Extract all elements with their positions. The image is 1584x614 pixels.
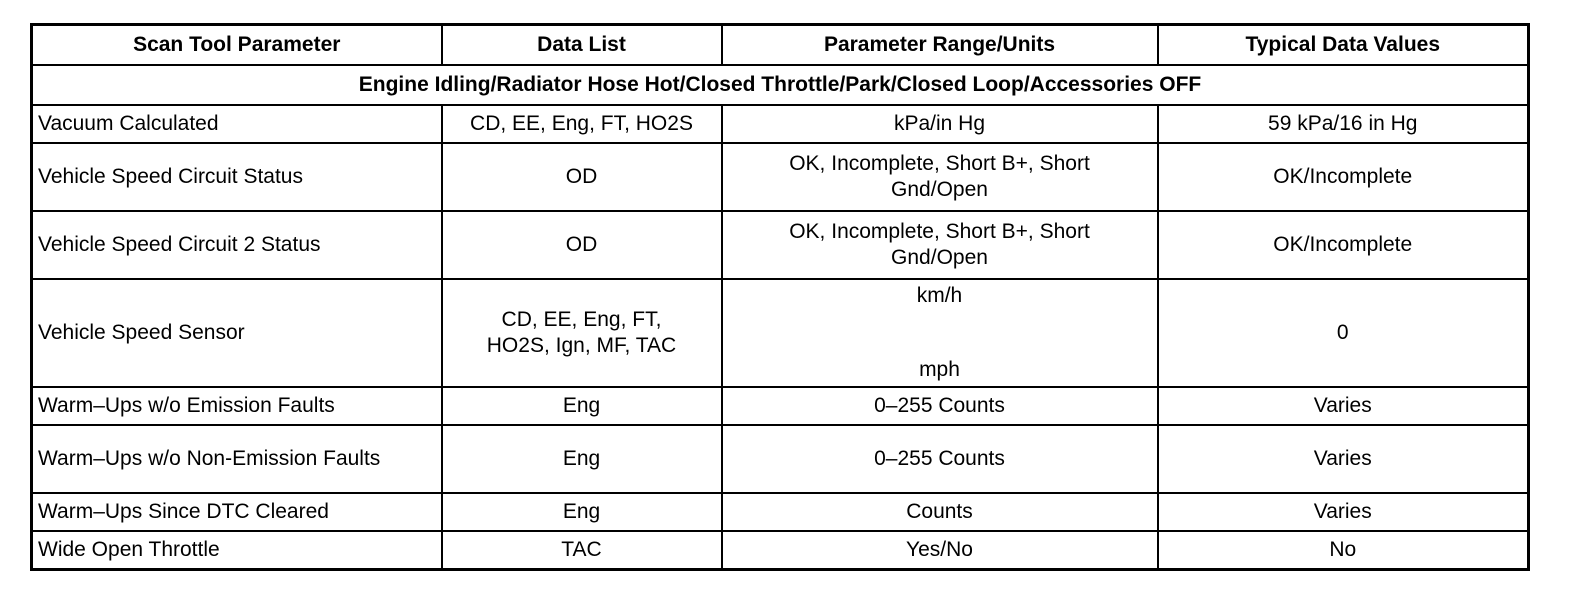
units-cell: kPa/in Hg <box>722 105 1158 143</box>
table-row <box>32 425 1529 493</box>
units-cell: Yes/No <box>722 531 1158 569</box>
typical-value-cell: Varies <box>1158 493 1529 531</box>
parameter-cell: Vacuum Calculated <box>32 105 442 143</box>
typical-value-cell: OK/Incomplete <box>1158 143 1529 211</box>
header-parameter-range-units: Parameter Range/Units <box>722 25 1158 66</box>
header-typical-data-values: Typical Data Values <box>1158 25 1529 66</box>
parameter-cell: Wide Open Throttle <box>32 531 442 569</box>
data-list-cell: CD, EE, Eng, FT, HO2S <box>442 105 722 143</box>
table-row <box>32 493 1529 531</box>
units-cell: 0–255 Counts <box>722 425 1158 493</box>
parameter-cell: Vehicle Speed Sensor <box>32 279 442 387</box>
data-list-cell: Eng <box>442 425 722 493</box>
typical-value-cell: 59 kPa/16 in Hg <box>1158 105 1529 143</box>
units-cell <box>722 279 1158 387</box>
units-cell: OK, Incomplete, Short B+, Short Gnd/Open <box>722 211 1158 279</box>
parameter-cell: Vehicle Speed Circuit 2 Status <box>32 211 442 279</box>
units-kmh: km/h <box>916 284 963 307</box>
typical-value-cell: Varies <box>1158 387 1529 425</box>
data-list-cell: OD <box>442 143 722 211</box>
table-row <box>32 143 1529 211</box>
table-row <box>32 387 1529 425</box>
data-list-cell: OD <box>442 211 722 279</box>
units-cell: 0–255 Counts <box>722 387 1158 425</box>
parameter-cell: Vehicle Speed Circuit Status <box>32 143 442 211</box>
scan-tool-data-table <box>30 23 1530 571</box>
units-cell: OK, Incomplete, Short B+, Short Gnd/Open <box>722 143 1158 211</box>
table-row <box>32 531 1529 569</box>
units-cell: Counts <box>722 493 1158 531</box>
operating-condition: Engine Idling/Radiator Hose Hot/Closed Throttle/Park/Closed Loop/Accessories OFF <box>32 65 1529 105</box>
data-list-cell: TAC <box>442 531 722 569</box>
header-row <box>32 25 1529 66</box>
parameter-cell: Warm–Ups w/o Non-Emission Faults <box>32 425 442 493</box>
data-list-cell: Eng <box>442 387 722 425</box>
condition-row <box>32 65 1529 105</box>
table-row <box>32 211 1529 279</box>
data-list-cell: CD, EE, Eng, FT, HO2S, Ign, MF, TAC <box>442 279 722 387</box>
typical-value-cell: Varies <box>1158 425 1529 493</box>
header-data-list: Data List <box>442 25 722 66</box>
units-mph: mph <box>919 358 960 381</box>
typical-value-cell: No <box>1158 531 1529 569</box>
table-row <box>32 105 1529 143</box>
parameter-cell: Warm–Ups Since DTC Cleared <box>32 493 442 531</box>
typical-value-cell: OK/Incomplete <box>1158 211 1529 279</box>
typical-value-cell: 0 <box>1158 279 1529 387</box>
parameter-cell: Warm–Ups w/o Emission Faults <box>32 387 442 425</box>
data-list-cell: Eng <box>442 493 722 531</box>
table-row <box>32 279 1529 387</box>
header-scan-tool-parameter: Scan Tool Parameter <box>32 25 442 66</box>
units-stack <box>727 283 1153 383</box>
